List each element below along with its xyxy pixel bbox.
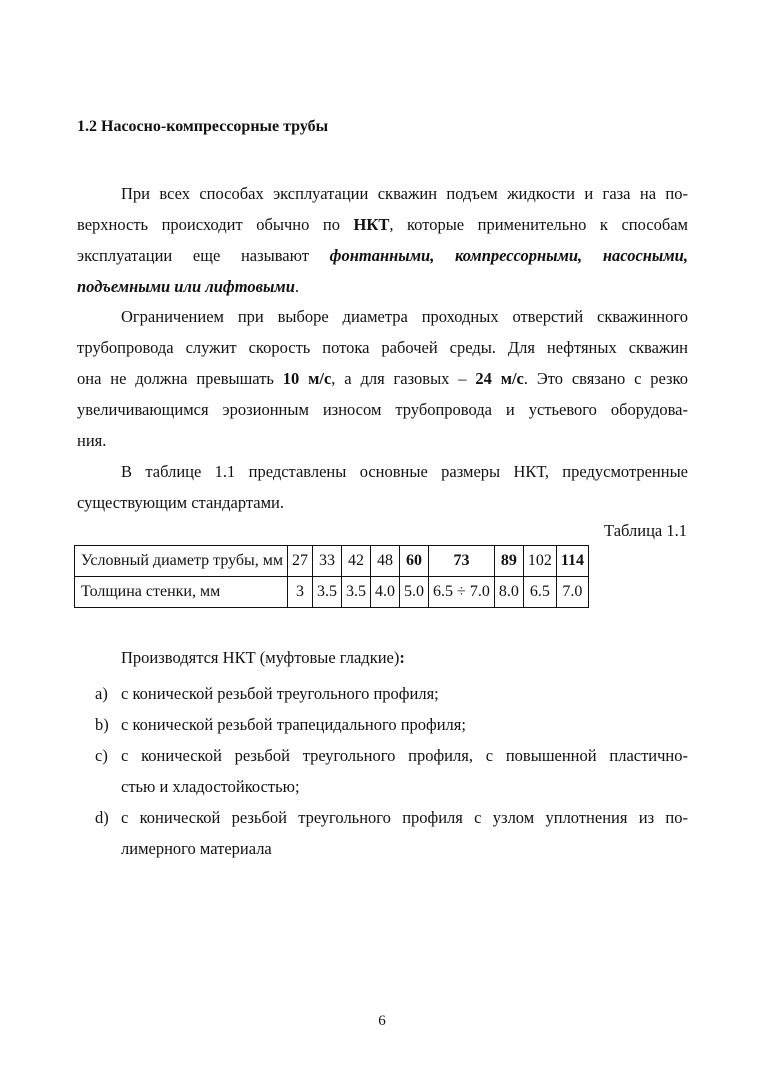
row-label: Условный диаметр трубы, мм <box>75 546 288 577</box>
speed-gas: 24 м/с <box>475 369 524 388</box>
emphasis-terms: фонтанными, компрессорными, насосными, <box>329 246 688 265</box>
list-intro: Производятся НКТ (муфтовые гладкие): <box>121 648 405 667</box>
list-marker: a) <box>95 684 108 703</box>
table-cell: 33 <box>313 546 342 577</box>
list-item <box>77 740 688 802</box>
table-cell: 8.0 <box>494 577 523 608</box>
table-cell: 3.5 <box>342 577 371 608</box>
paragraph-3-line: В таблице 1.1 представлены основные размеры НКТ, предусмотренные <box>121 462 688 481</box>
list-item <box>77 678 688 709</box>
list-marker: d) <box>95 808 109 827</box>
list-item <box>77 802 688 864</box>
table-cell: 6.5 <box>523 577 556 608</box>
table-cell: 7.0 <box>556 577 588 608</box>
table-cell: 6.5 ÷ 7.0 <box>429 577 495 608</box>
table-cell: 3.5 <box>313 577 342 608</box>
paragraph-1-line: При всех способах эксплуатации скважин подъем жидкости и газа на по- <box>121 184 688 203</box>
table-cell: 42 <box>342 546 371 577</box>
paragraph-1 <box>77 178 688 302</box>
list-marker: b) <box>95 715 109 734</box>
table-caption: Таблица 1.1 <box>604 521 687 540</box>
list-item-text: лимерного материала <box>121 839 272 858</box>
table-row <box>75 546 589 577</box>
table-cell: 3 <box>288 577 313 608</box>
emphasis-terms: подъемными или лифтовыми <box>77 277 295 296</box>
table-cell: 27 <box>288 546 313 577</box>
paragraph-2-line: она не должна превышать 10 м/с, а для газовых – 24 м/с. Это связано с резко <box>77 369 688 388</box>
speed-oil: 10 м/с <box>282 369 332 388</box>
row-label: Толщина стенки, мм <box>75 577 288 608</box>
paragraph-1-line: эксплуатации еще называют фонтанными, компрессорными, насосными, <box>77 246 688 265</box>
list-item-text: с конической резьбой трапецидального профиля; <box>121 715 466 734</box>
paragraph-2-line: ния. <box>77 431 107 450</box>
paragraph-1-line: верхность происходит обычно по НКТ, которые применительно к способам <box>77 215 688 234</box>
section-heading: 1.2 Насосно-компрессорные трубы <box>77 118 329 135</box>
paragraph-2-line: увеличивающимся эрозионным износом трубопровода и устьевого оборудова- <box>77 400 688 419</box>
list-item-text: с конической резьбой треугольного профиля, с повышенной пластично- <box>121 746 688 765</box>
pipe-dimensions-table <box>74 545 589 608</box>
table-cell: 114 <box>556 546 588 577</box>
paragraph-2-line: Ограничением при выборе диаметра проходных отверстий скважинного <box>121 307 688 326</box>
paragraph-2 <box>77 301 688 456</box>
paragraph-3 <box>77 456 688 518</box>
paragraph-3-line: существующим стандартами. <box>77 493 285 512</box>
table-cell: 102 <box>523 546 556 577</box>
table-cell: 4.0 <box>371 577 400 608</box>
list-item-text: стью и хладостойкостью; <box>121 777 300 796</box>
table-row <box>75 577 589 608</box>
table-cell: 5.0 <box>400 577 429 608</box>
list-item <box>77 709 688 740</box>
table-cell: 48 <box>371 546 400 577</box>
table-cell: 60 <box>400 546 429 577</box>
page-number: 6 <box>378 1013 386 1029</box>
paragraph-2-line: трубопровода служит скорость потока рабочей среды. Для нефтяных скважин <box>77 338 688 357</box>
list-marker: c) <box>95 746 108 765</box>
pipe-types-list <box>77 678 688 864</box>
nkt-term: НКТ <box>353 215 390 234</box>
table-cell: 73 <box>429 546 495 577</box>
table-cell: 89 <box>494 546 523 577</box>
list-item-text: с конической резьбой треугольного профиля с узлом уплотнения из по- <box>121 808 688 827</box>
paragraph-1-line: подъемными или лифтовыми. <box>77 277 299 296</box>
list-item-text: с конической резьбой треугольного профиля; <box>121 684 439 703</box>
